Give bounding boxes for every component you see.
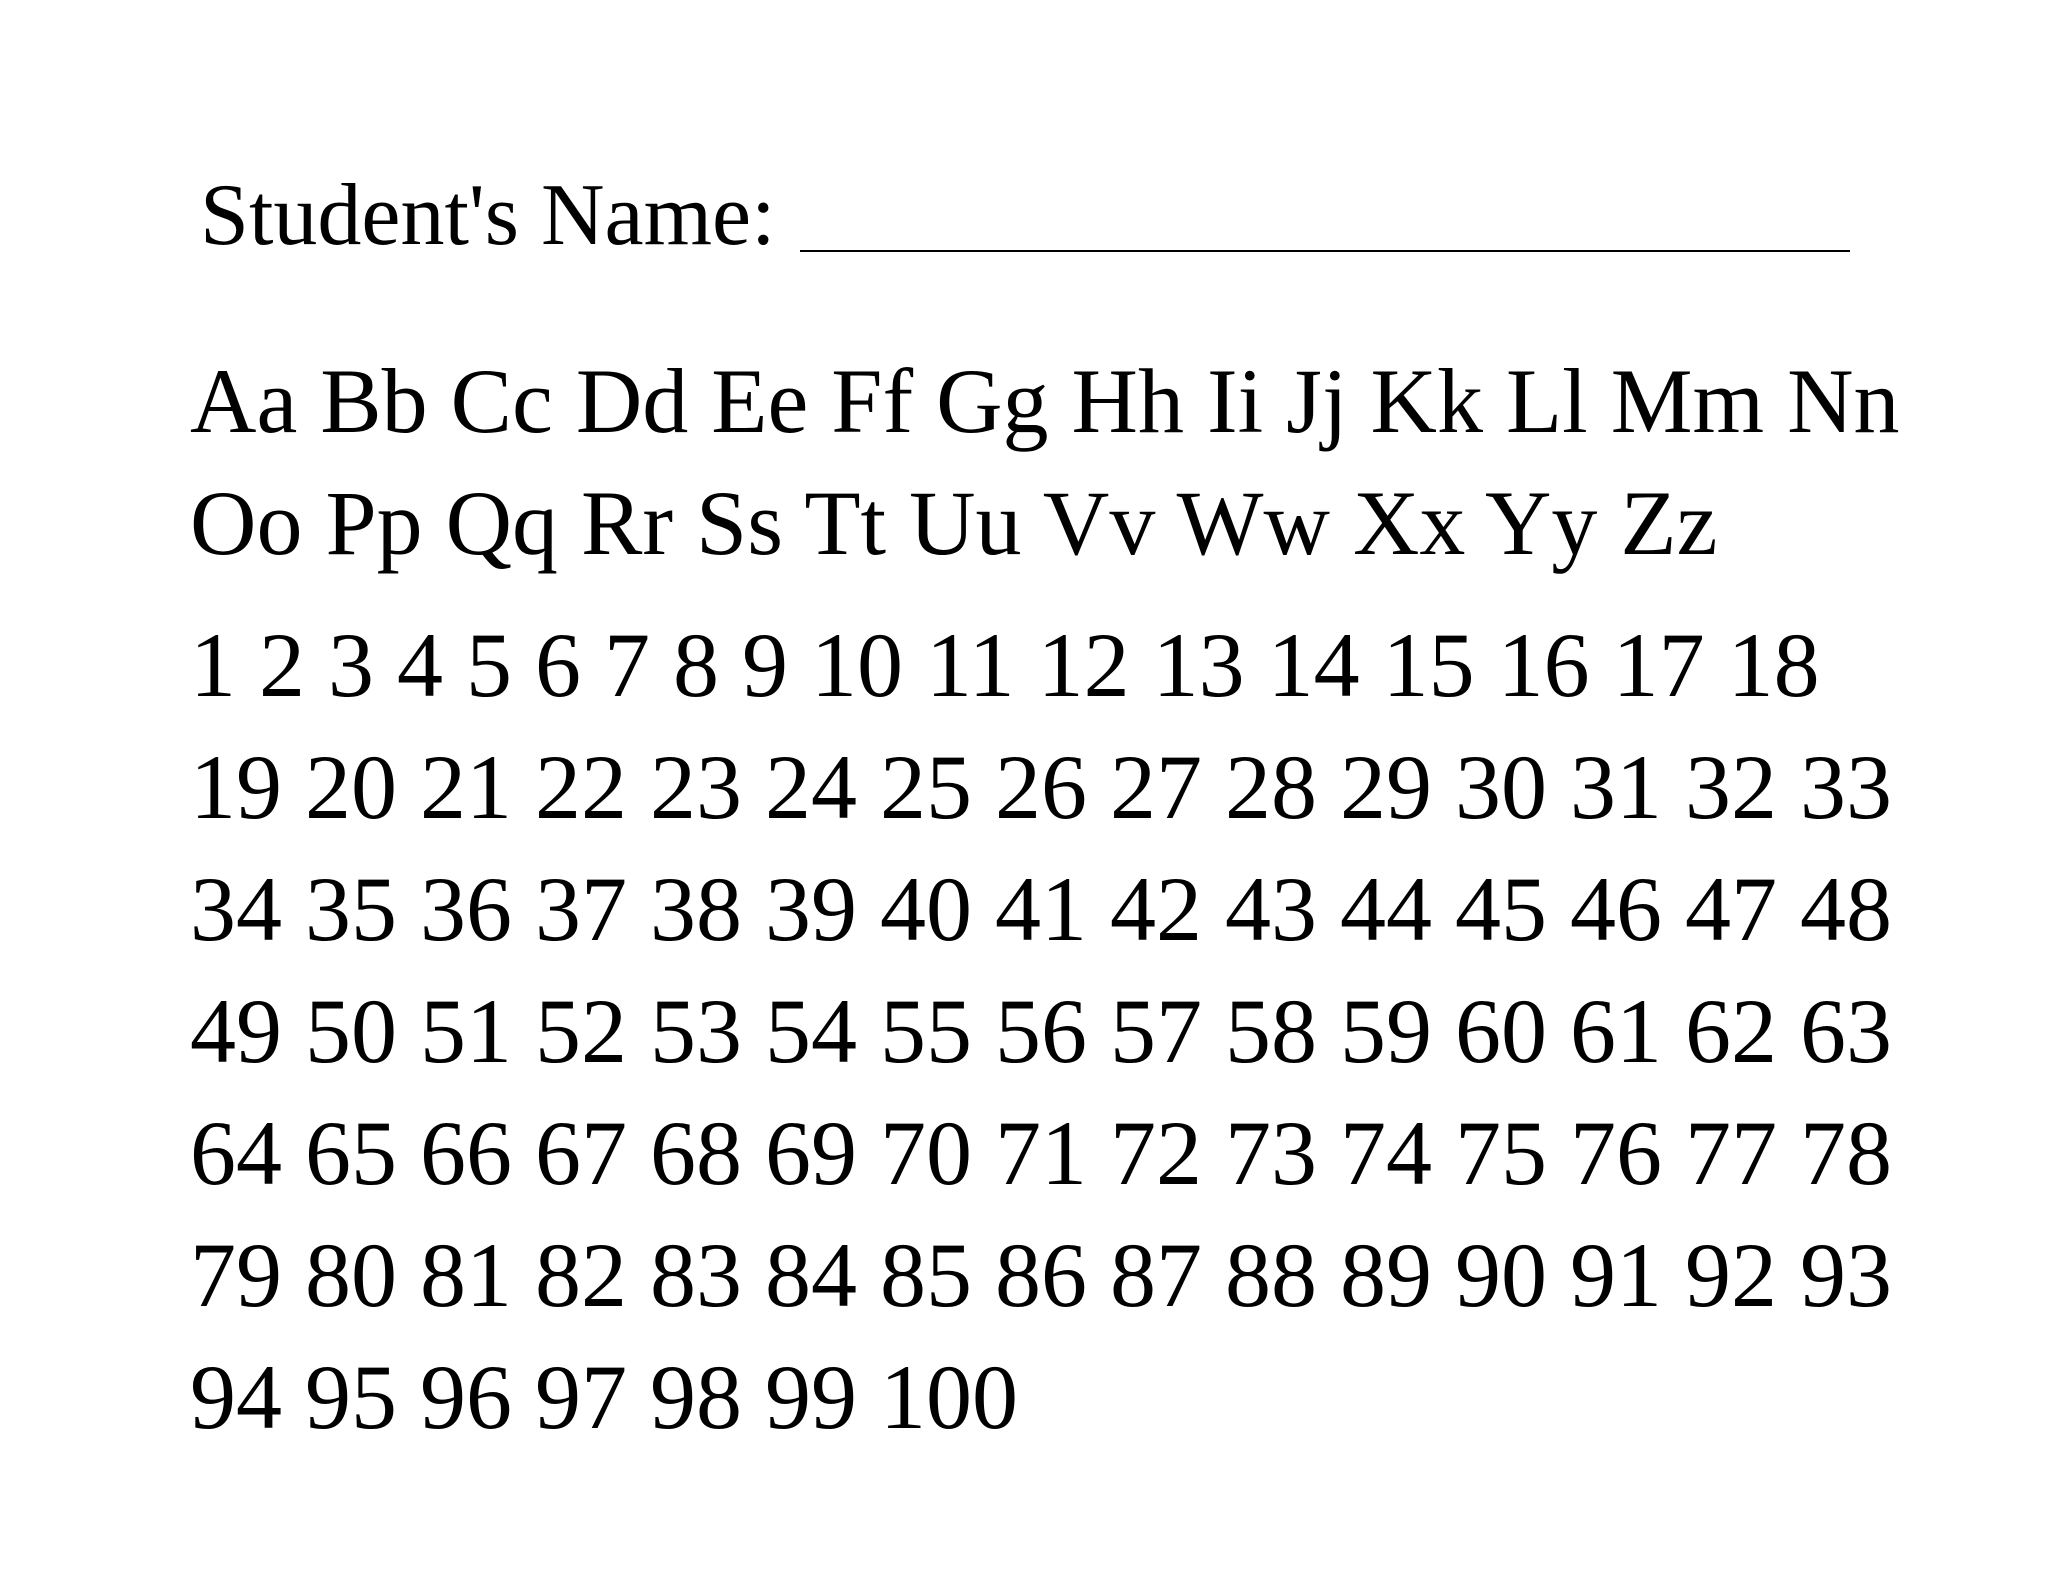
numbers-line-3: 34 35 36 37 38 39 40 41 42 43 44 45 46 47 48 bbox=[190, 858, 1892, 960]
numbers-line-7: 94 95 96 97 98 99 100 bbox=[190, 1346, 1018, 1448]
numbers-line-2: 19 20 21 22 23 24 25 26 27 28 29 30 31 32 33 bbox=[190, 736, 1892, 838]
alphabet-line-2: Oo Pp Qq Rr Ss Tt Uu Vv Ww Xx Yy Zz bbox=[190, 472, 1718, 574]
numbers-line-6: 79 80 81 82 83 84 85 86 87 88 89 90 91 92 93 bbox=[190, 1224, 1892, 1326]
alphabet-block bbox=[190, 340, 1910, 584]
student-name-row bbox=[200, 156, 1880, 266]
alphabet-line-1: Aa Bb Cc Dd Ee Ff Gg Hh Ii Jj Kk Ll Mm Nn bbox=[190, 350, 1900, 452]
student-name-blank-line bbox=[800, 250, 1850, 252]
numbers-line-4: 49 50 51 52 53 54 55 56 57 58 59 60 61 62 63 bbox=[190, 980, 1892, 1082]
student-name-label: Student's Name: bbox=[200, 167, 776, 264]
numbers-line-5: 64 65 66 67 68 69 70 71 72 73 74 75 76 77 78 bbox=[190, 1102, 1892, 1204]
numbers-line-1: 1 2 3 4 5 6 7 8 9 10 11 12 13 14 15 16 17 18 bbox=[190, 614, 1820, 716]
numbers-block bbox=[190, 604, 1910, 1458]
